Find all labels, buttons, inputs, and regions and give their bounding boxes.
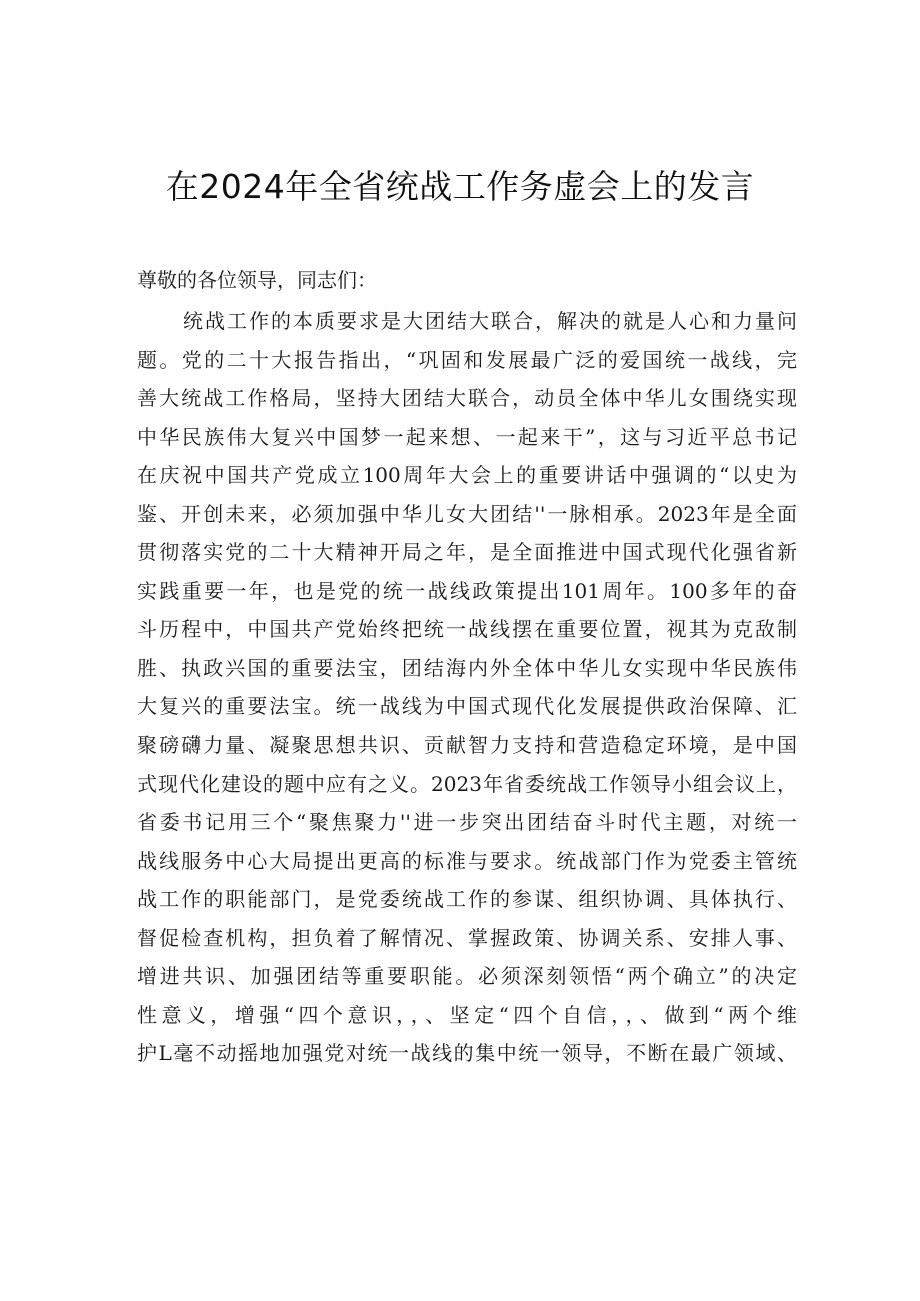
paragraph-line: 聚磅礴力量、凝聚思想共识、贡献智力支持和营造稳定环境，是中国 — [137, 733, 797, 758]
paragraph-line: 贯彻落实党的二十大精神开局之年，是全面推进中国式现代化强省新 — [137, 540, 797, 565]
paragraph-line: 省委书记用三个“聚焦聚力''进一步突出团结奋斗时代主题，对统一 — [137, 810, 797, 835]
paragraph-line: 鉴、开创未来，必须加强中华儿女大团结''一脉相承。2023年是全面 — [137, 501, 797, 526]
paragraph-line: 胜、执政兴国的重要法宝，团结海内外全体中华儿女实现中华民族伟 — [137, 655, 797, 680]
paragraph-line: 实践重要一年，也是党的统一战线政策提出101周年。100多年的奋 — [137, 578, 797, 603]
salutation: 尊敬的各位领导，同志们： — [137, 268, 377, 292]
paragraph-line: 战工作的职能部门，是党委统战工作的参谋、组织协调、具体执行、 — [137, 887, 797, 912]
document-title: 在2024年全省统战工作务虚会上的发言 — [165, 167, 755, 206]
body-paragraph — [137, 302, 797, 1073]
paragraph-line: 大复兴的重要法宝。统一战线为中国式现代化发展提供政治保障、汇 — [137, 694, 797, 719]
paragraph-line: 题。党的二十大报告指出，“巩固和发展最广泛的爱国统一战线，完 — [137, 347, 797, 372]
paragraph-line: 性意义，增强“四个意识，，、坚定“四个自信，，、做到“两个维 — [137, 1002, 797, 1027]
paragraph-line: 式现代化建设的题中应有之义。2023年省委统战工作领导小组会议上， — [137, 771, 797, 796]
paragraph-line: 增进共识、加强团结等重要职能。必须深刻领悟“两个确立”的决定 — [137, 964, 797, 989]
paragraph-line: 在庆祝中国共产党成立100周年大会上的重要讲话中强调的“以史为 — [137, 463, 797, 488]
paragraph-line: 善大统战工作格局，坚持大团结大联合，动员全体中华儿女围绕实现 — [137, 386, 797, 411]
paragraph-line: 战线服务中心大局提出更高的标准与要求。统战部门作为党委主管统 — [137, 848, 797, 873]
paragraph-line: 统战工作的本质要求是大团结大联合，解决的就是人心和力量问 — [183, 309, 797, 333]
paragraph-line: 斗历程中，中国共产党始终把统一战线摆在重要位置，视其为克敌制 — [137, 617, 797, 642]
paragraph-line: 督促检查机构，担负着了解情况、掌握政策、协调关系、安排人事、 — [137, 925, 797, 950]
paragraph-line: 护L毫不动摇地加强党对统一战线的集中统一领导，不断在最广领域、 — [137, 1041, 797, 1066]
paragraph-line: 中华民族伟大复兴中国梦一起来想、一起来干”，这与习近平总书记 — [137, 424, 797, 449]
